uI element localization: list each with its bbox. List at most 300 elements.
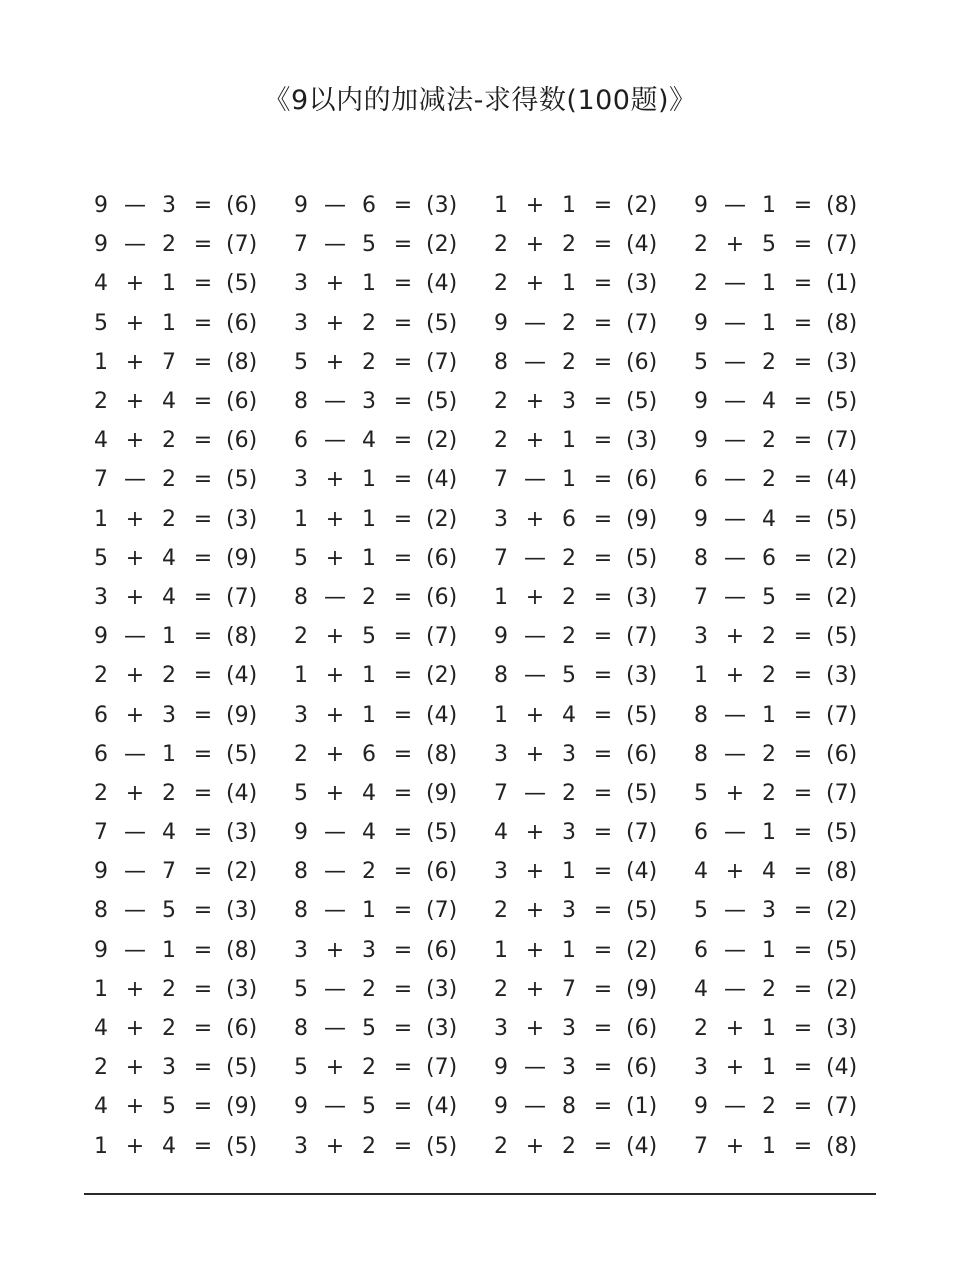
- operator: +: [525, 937, 545, 963]
- operator: —: [724, 271, 746, 297]
- operand-a: 1: [494, 193, 508, 219]
- problem-item: [90, 304, 290, 343]
- answer: (6): [626, 1055, 658, 1081]
- operand-b: 5: [162, 898, 176, 924]
- answer: (6): [226, 389, 258, 415]
- equals-sign: =: [793, 506, 813, 532]
- operator: —: [324, 584, 346, 610]
- operand-a: 1: [94, 976, 108, 1002]
- operand-b: 1: [162, 271, 176, 297]
- operand-a: 1: [294, 506, 308, 532]
- operator: —: [124, 859, 146, 885]
- operand-a: 7: [294, 232, 308, 258]
- answer: (6): [426, 545, 458, 571]
- problem-item: [490, 460, 690, 499]
- problem-item: [290, 931, 490, 970]
- problem-row: [90, 1048, 890, 1087]
- problem-row: [90, 1087, 890, 1126]
- problem-item: [690, 382, 890, 421]
- operand-b: 1: [362, 898, 376, 924]
- operand-a: 5: [294, 545, 308, 571]
- operand-b: 3: [162, 1055, 176, 1081]
- operator: +: [525, 898, 545, 924]
- operand-a: 6: [94, 741, 108, 767]
- operand-b: 4: [162, 820, 176, 846]
- equals-sign: =: [193, 898, 213, 924]
- operand-a: 6: [94, 702, 108, 728]
- problem-row: [90, 774, 890, 813]
- equals-sign: =: [193, 271, 213, 297]
- equals-sign: =: [793, 193, 813, 219]
- operand-b: 3: [562, 820, 576, 846]
- equals-sign: =: [193, 428, 213, 454]
- answer: (8): [826, 193, 858, 219]
- problem-item: [490, 343, 690, 382]
- operand-a: 2: [694, 1016, 708, 1042]
- equals-sign: =: [793, 1055, 813, 1081]
- operator: +: [725, 780, 745, 806]
- operand-b: 2: [162, 663, 176, 689]
- operand-a: 5: [694, 780, 708, 806]
- operand-b: 1: [762, 1133, 776, 1159]
- operator: —: [524, 624, 546, 650]
- answer: (2): [426, 663, 458, 689]
- equals-sign: =: [793, 1133, 813, 1159]
- answer: (6): [826, 741, 858, 767]
- operator: +: [325, 271, 345, 297]
- problem-item: [290, 1087, 490, 1126]
- operator: —: [524, 1094, 546, 1120]
- problem-item: [90, 1127, 290, 1166]
- problem-row: [90, 186, 890, 225]
- equals-sign: =: [793, 232, 813, 258]
- problem-item: [290, 813, 490, 852]
- answer: (4): [226, 663, 258, 689]
- equals-sign: =: [393, 467, 413, 493]
- operator: +: [325, 545, 345, 571]
- problem-item: [290, 343, 490, 382]
- answer: (3): [226, 976, 258, 1002]
- answer: (5): [426, 310, 458, 336]
- answer: (2): [426, 428, 458, 454]
- equals-sign: =: [593, 976, 613, 1002]
- operand-b: 8: [562, 1094, 576, 1120]
- operand-a: 9: [694, 310, 708, 336]
- problem-item: [690, 1087, 890, 1126]
- operand-b: 1: [362, 506, 376, 532]
- operand-a: 5: [294, 780, 308, 806]
- equals-sign: =: [193, 820, 213, 846]
- problem-item: [290, 382, 490, 421]
- operand-a: 9: [494, 1055, 508, 1081]
- answer: (3): [426, 976, 458, 1002]
- operator: +: [125, 310, 145, 336]
- problem-row: [90, 617, 890, 656]
- equals-sign: =: [593, 545, 613, 571]
- operand-a: 5: [294, 349, 308, 375]
- answer: (7): [226, 584, 258, 610]
- equals-sign: =: [593, 389, 613, 415]
- problem-item: [690, 1127, 890, 1166]
- problem-item: [490, 382, 690, 421]
- answer: (2): [826, 584, 858, 610]
- operator: +: [325, 624, 345, 650]
- problem-item: [90, 813, 290, 852]
- operand-a: 3: [294, 937, 308, 963]
- problem-item: [290, 539, 490, 578]
- operator: +: [125, 349, 145, 375]
- problem-item: [490, 578, 690, 617]
- operand-a: 2: [494, 898, 508, 924]
- operator: —: [724, 389, 746, 415]
- operator: +: [325, 780, 345, 806]
- operand-a: 7: [494, 780, 508, 806]
- operand-a: 4: [694, 976, 708, 1002]
- problem-row: [90, 343, 890, 382]
- operand-b: 4: [362, 428, 376, 454]
- operand-a: 3: [294, 467, 308, 493]
- problem-item: [690, 1048, 890, 1087]
- answer: (6): [626, 467, 658, 493]
- operator: +: [325, 310, 345, 336]
- operand-a: 1: [94, 506, 108, 532]
- operand-b: 2: [762, 467, 776, 493]
- answer: (3): [226, 506, 258, 532]
- operand-a: 7: [494, 467, 508, 493]
- equals-sign: =: [393, 780, 413, 806]
- operand-b: 5: [762, 232, 776, 258]
- problem-row: [90, 382, 890, 421]
- operand-a: 1: [294, 663, 308, 689]
- operand-a: 9: [94, 859, 108, 885]
- answer: (8): [226, 624, 258, 650]
- problem-item: [490, 225, 690, 264]
- answer: (3): [626, 584, 658, 610]
- operand-b: 5: [362, 1094, 376, 1120]
- operand-b: 2: [162, 428, 176, 454]
- operator: +: [125, 428, 145, 454]
- operator: +: [125, 584, 145, 610]
- problem-row: [90, 460, 890, 499]
- equals-sign: =: [593, 820, 613, 846]
- problem-item: [290, 774, 490, 813]
- answer: (5): [426, 389, 458, 415]
- problem-item: [290, 304, 490, 343]
- answer: (5): [626, 898, 658, 924]
- operand-b: 1: [162, 741, 176, 767]
- operator: +: [525, 859, 545, 885]
- equals-sign: =: [193, 741, 213, 767]
- problem-row: [90, 891, 890, 930]
- operand-a: 3: [494, 741, 508, 767]
- problem-item: [490, 264, 690, 303]
- operator: —: [124, 232, 146, 258]
- answer: (6): [426, 584, 458, 610]
- equals-sign: =: [793, 663, 813, 689]
- problem-item: [690, 774, 890, 813]
- answer: (7): [426, 349, 458, 375]
- equals-sign: =: [193, 389, 213, 415]
- operand-a: 2: [494, 976, 508, 1002]
- operand-b: 2: [762, 663, 776, 689]
- answer: (9): [626, 506, 658, 532]
- operand-a: 8: [494, 349, 508, 375]
- operator: +: [125, 1055, 145, 1081]
- problem-item: [90, 931, 290, 970]
- operator: —: [324, 859, 346, 885]
- operator: —: [324, 1094, 346, 1120]
- answer: (3): [426, 193, 458, 219]
- answer: (5): [226, 1055, 258, 1081]
- answer: (3): [626, 271, 658, 297]
- problem-item: [690, 186, 890, 225]
- operand-b: 1: [762, 310, 776, 336]
- operator: +: [125, 1016, 145, 1042]
- operand-a: 3: [294, 702, 308, 728]
- operator: +: [525, 976, 545, 1002]
- problem-item: [690, 539, 890, 578]
- operator: —: [724, 584, 746, 610]
- problem-item: [290, 1048, 490, 1087]
- operator: —: [524, 467, 546, 493]
- problem-item: [90, 656, 290, 695]
- operand-b: 3: [562, 389, 576, 415]
- problem-row: [90, 304, 890, 343]
- operator: +: [125, 663, 145, 689]
- equals-sign: =: [793, 898, 813, 924]
- problem-item: [290, 1009, 490, 1048]
- answer: (7): [426, 624, 458, 650]
- operator: +: [725, 232, 745, 258]
- equals-sign: =: [193, 859, 213, 885]
- problem-item: [290, 186, 490, 225]
- equals-sign: =: [393, 232, 413, 258]
- operator: +: [725, 663, 745, 689]
- answer: (3): [626, 428, 658, 454]
- operator: +: [325, 467, 345, 493]
- problem-item: [90, 774, 290, 813]
- answer: (7): [826, 1094, 858, 1120]
- answer: (9): [226, 545, 258, 571]
- operand-a: 1: [94, 349, 108, 375]
- answer: (7): [426, 1055, 458, 1081]
- equals-sign: =: [593, 624, 613, 650]
- equals-sign: =: [393, 937, 413, 963]
- equals-sign: =: [793, 976, 813, 1002]
- operand-b: 6: [362, 741, 376, 767]
- answer: (2): [826, 898, 858, 924]
- equals-sign: =: [193, 1016, 213, 1042]
- operand-b: 3: [562, 1016, 576, 1042]
- problem-item: [490, 970, 690, 1009]
- problem-item: [90, 264, 290, 303]
- answer: (8): [226, 349, 258, 375]
- answer: (5): [626, 545, 658, 571]
- answer: (4): [626, 232, 658, 258]
- operand-b: 2: [362, 310, 376, 336]
- equals-sign: =: [393, 271, 413, 297]
- operator: +: [125, 1133, 145, 1159]
- equals-sign: =: [593, 1133, 613, 1159]
- problem-item: [690, 1009, 890, 1048]
- problem-row: [90, 970, 890, 1009]
- answer: (5): [826, 820, 858, 846]
- operator: —: [324, 1016, 346, 1042]
- operand-a: 6: [694, 820, 708, 846]
- operator: +: [525, 428, 545, 454]
- operand-b: 3: [162, 193, 176, 219]
- problem-item: [490, 891, 690, 930]
- problem-item: [490, 421, 690, 460]
- problem-item: [490, 539, 690, 578]
- problem-row: [90, 225, 890, 264]
- answer: (6): [426, 937, 458, 963]
- operator: —: [724, 820, 746, 846]
- operand-a: 8: [294, 389, 308, 415]
- answer: (8): [826, 859, 858, 885]
- problem-row: [90, 1009, 890, 1048]
- problem-item: [490, 774, 690, 813]
- operand-b: 1: [362, 271, 376, 297]
- answer: (4): [826, 467, 858, 493]
- operand-a: 8: [494, 663, 508, 689]
- answer: (7): [626, 310, 658, 336]
- equals-sign: =: [793, 584, 813, 610]
- operand-a: 2: [294, 624, 308, 650]
- operand-a: 3: [294, 271, 308, 297]
- operand-a: 4: [94, 1016, 108, 1042]
- problem-item: [90, 343, 290, 382]
- operand-a: 9: [94, 624, 108, 650]
- operand-a: 7: [494, 545, 508, 571]
- answer: (9): [426, 780, 458, 806]
- operand-a: 9: [94, 232, 108, 258]
- equals-sign: =: [393, 702, 413, 728]
- equals-sign: =: [593, 506, 613, 532]
- problem-item: [290, 264, 490, 303]
- operand-a: 2: [494, 389, 508, 415]
- equals-sign: =: [393, 741, 413, 767]
- operand-a: 8: [294, 898, 308, 924]
- answer: (3): [226, 898, 258, 924]
- equals-sign: =: [593, 741, 613, 767]
- operator: +: [325, 937, 345, 963]
- problem-item: [90, 1087, 290, 1126]
- problem-item: [90, 970, 290, 1009]
- answer: (4): [626, 1133, 658, 1159]
- operand-a: 1: [494, 584, 508, 610]
- operand-a: 1: [494, 937, 508, 963]
- operand-b: 2: [162, 1016, 176, 1042]
- equals-sign: =: [593, 1016, 613, 1042]
- operand-b: 1: [562, 428, 576, 454]
- operand-a: 1: [694, 663, 708, 689]
- answer: (9): [626, 976, 658, 1002]
- equals-sign: =: [393, 898, 413, 924]
- equals-sign: =: [393, 584, 413, 610]
- operand-b: 3: [562, 741, 576, 767]
- problem-item: [90, 382, 290, 421]
- equals-sign: =: [193, 310, 213, 336]
- operator: —: [724, 193, 746, 219]
- operand-b: 2: [762, 428, 776, 454]
- problem-row: [90, 500, 890, 539]
- equals-sign: =: [193, 976, 213, 1002]
- answer: (8): [826, 310, 858, 336]
- problem-item: [690, 813, 890, 852]
- operand-a: 5: [694, 349, 708, 375]
- operand-a: 2: [694, 232, 708, 258]
- answer: (3): [226, 820, 258, 846]
- operator: —: [724, 545, 746, 571]
- operand-b: 4: [162, 584, 176, 610]
- operator: —: [124, 937, 146, 963]
- operand-b: 2: [762, 624, 776, 650]
- equals-sign: =: [793, 545, 813, 571]
- equals-sign: =: [793, 310, 813, 336]
- operand-b: 2: [162, 467, 176, 493]
- operand-b: 1: [362, 467, 376, 493]
- problem-item: [290, 891, 490, 930]
- problem-item: [490, 304, 690, 343]
- answer: (3): [826, 349, 858, 375]
- equals-sign: =: [793, 624, 813, 650]
- operator: +: [125, 271, 145, 297]
- problem-row: [90, 931, 890, 970]
- operator: +: [525, 271, 545, 297]
- problem-item: [90, 617, 290, 656]
- answer: (4): [826, 1055, 858, 1081]
- problem-item: [490, 186, 690, 225]
- operand-a: 8: [694, 702, 708, 728]
- operator: +: [525, 741, 545, 767]
- operator: —: [724, 976, 746, 1002]
- operator: —: [124, 898, 146, 924]
- problem-item: [490, 1087, 690, 1126]
- operand-b: 3: [362, 389, 376, 415]
- problem-item: [490, 695, 690, 734]
- operand-b: 2: [562, 545, 576, 571]
- operator: +: [325, 1055, 345, 1081]
- equals-sign: =: [593, 232, 613, 258]
- operand-a: 4: [94, 1094, 108, 1120]
- operator: +: [125, 780, 145, 806]
- operand-a: 9: [294, 1094, 308, 1120]
- operand-b: 2: [362, 859, 376, 885]
- bottom-divider: [84, 1193, 876, 1195]
- answer: (4): [426, 467, 458, 493]
- problem-item: [290, 578, 490, 617]
- operand-a: 8: [694, 741, 708, 767]
- operand-b: 1: [762, 193, 776, 219]
- equals-sign: =: [193, 780, 213, 806]
- operand-b: 1: [762, 702, 776, 728]
- answer: (6): [626, 741, 658, 767]
- operator: +: [525, 584, 545, 610]
- answer: (4): [426, 702, 458, 728]
- operand-a: 2: [94, 1055, 108, 1081]
- answer: (6): [226, 1016, 258, 1042]
- answer: (2): [426, 232, 458, 258]
- answer: (7): [626, 820, 658, 846]
- operand-b: 2: [762, 349, 776, 375]
- equals-sign: =: [593, 310, 613, 336]
- equals-sign: =: [793, 859, 813, 885]
- problem-item: [490, 656, 690, 695]
- answer: (4): [426, 1094, 458, 1120]
- equals-sign: =: [193, 506, 213, 532]
- problem-row: [90, 813, 890, 852]
